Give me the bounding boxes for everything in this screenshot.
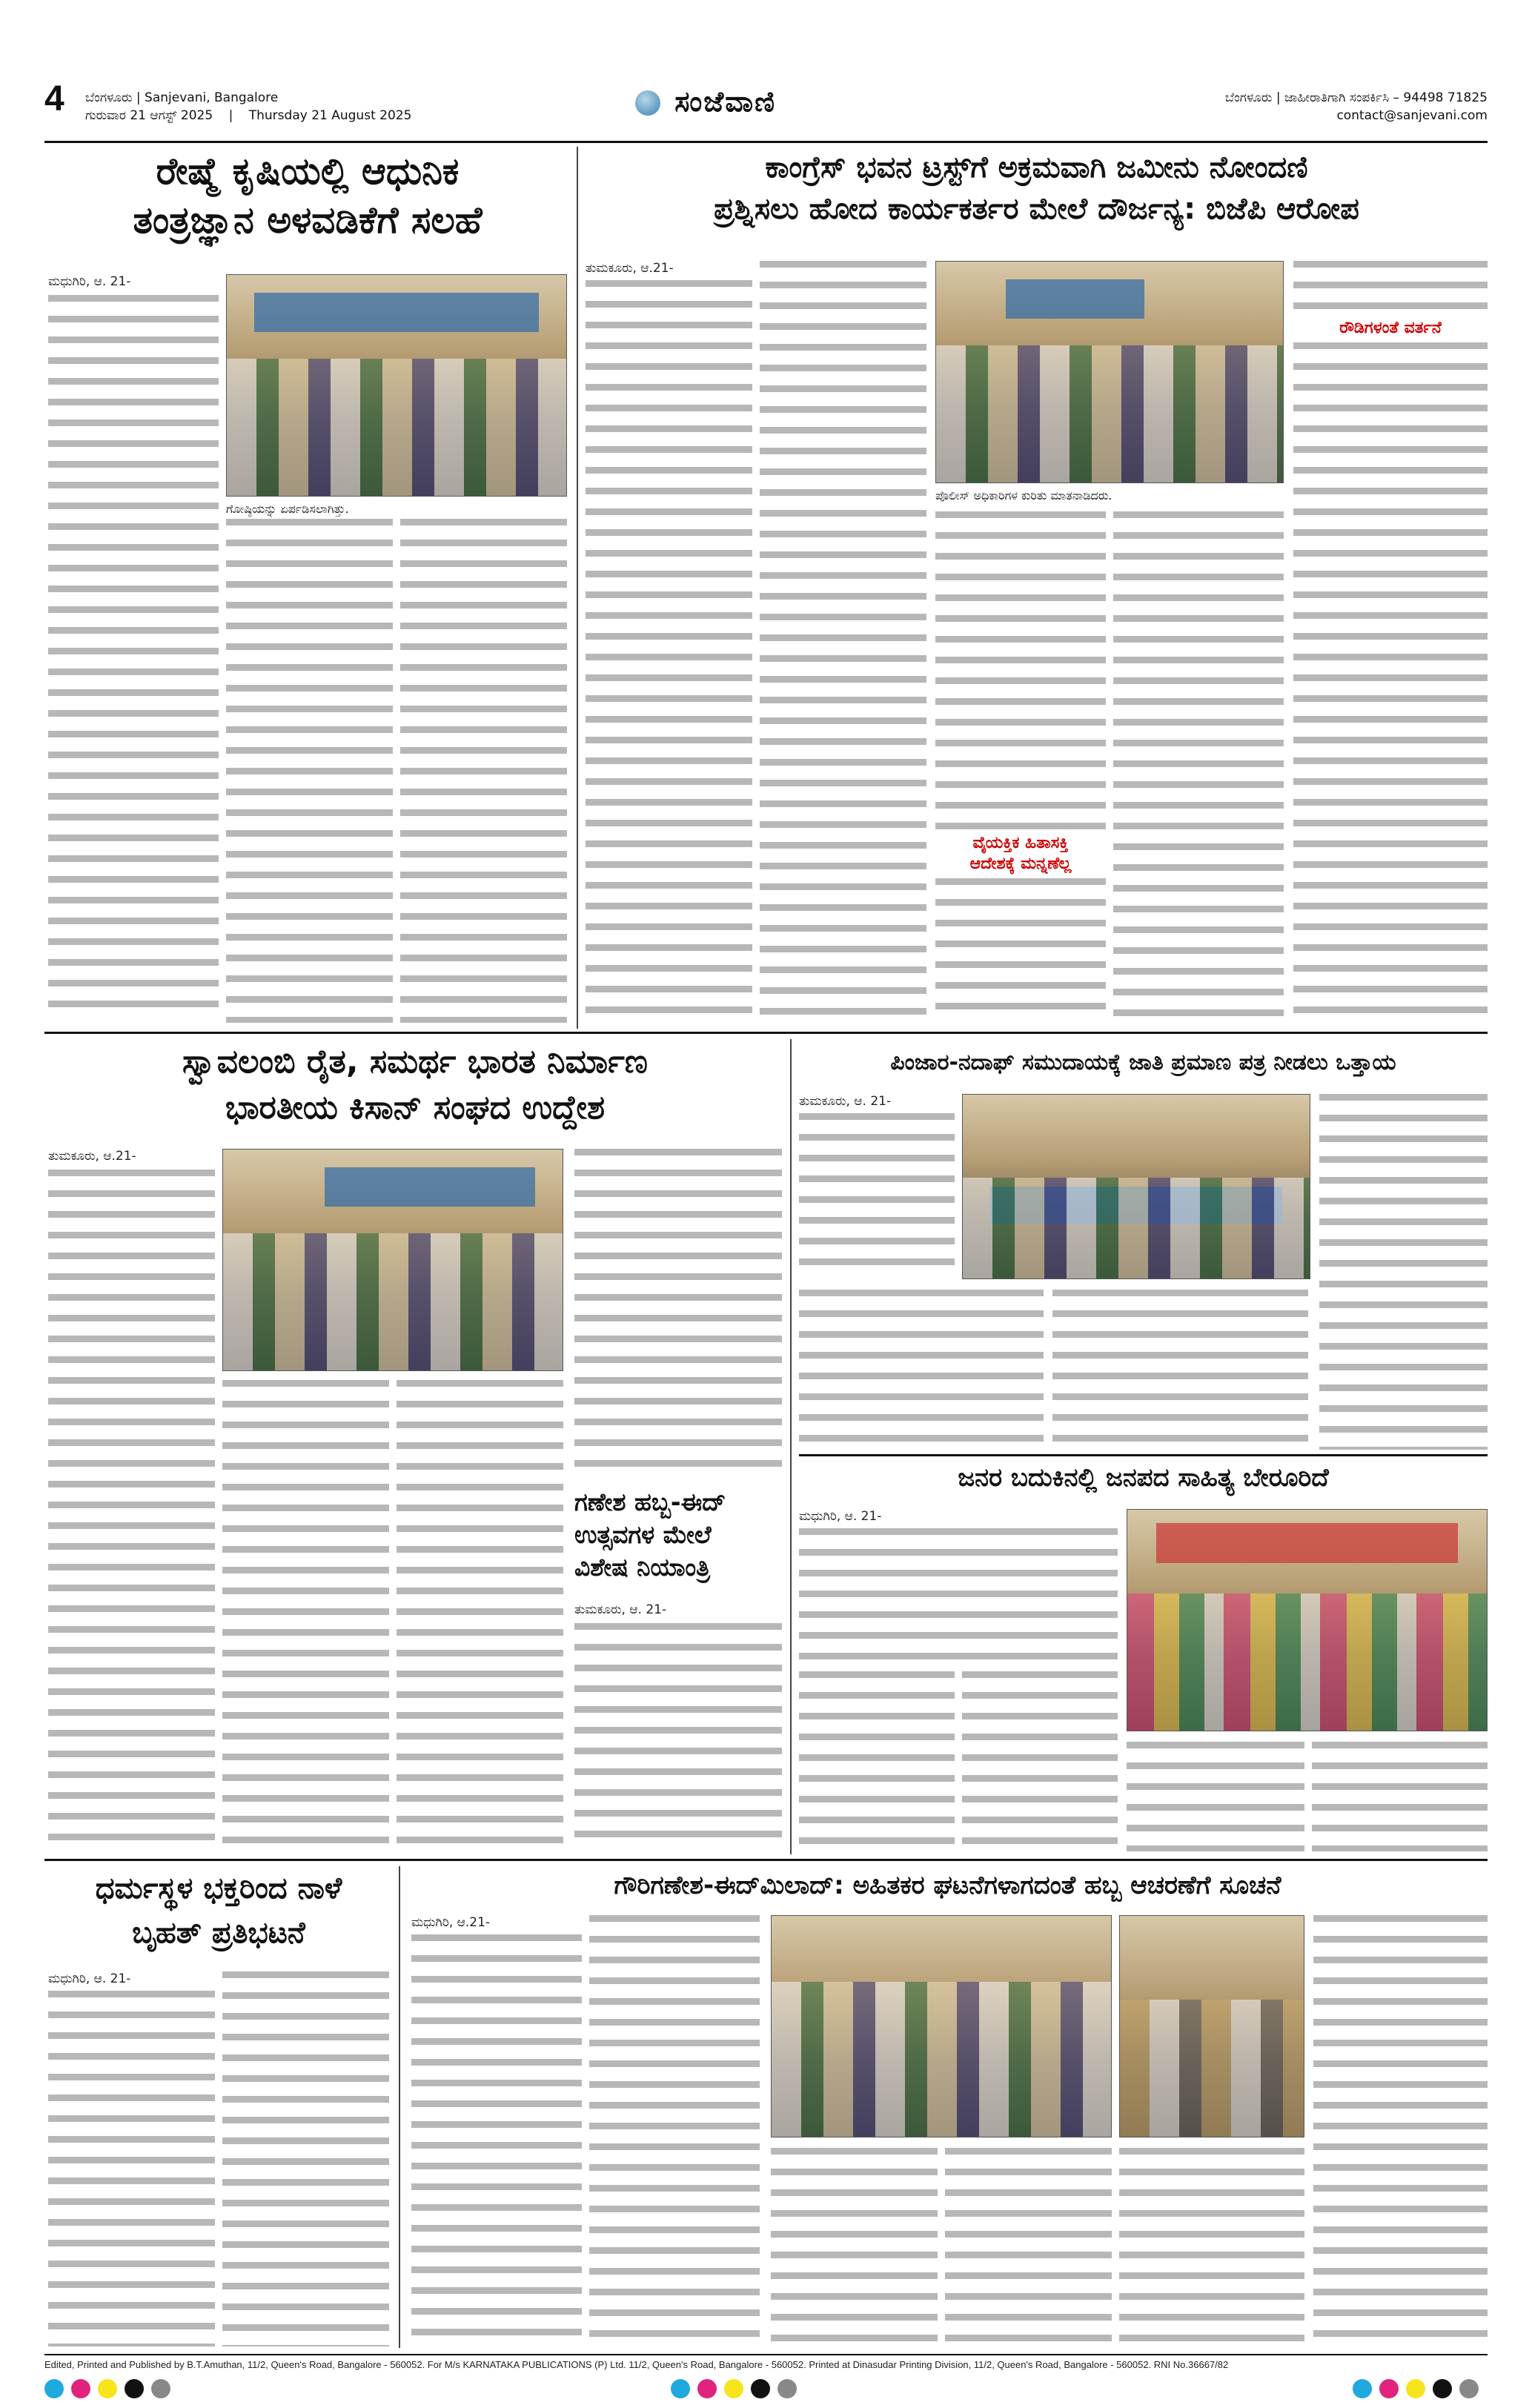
ad-contact-label: ಬೆಂಗಳೂರು | ಜಾಹೀರಾತಿಗಾಗಿ ಸಂಪರ್ಕಿಸಿ	[1224, 90, 1390, 105]
pinjara-headline-block	[799, 1047, 1488, 1091]
pinjara-body-col3	[1052, 1290, 1308, 1449]
registration-marks-center	[671, 2379, 797, 2398]
city-label: ಬೆಂಗಳೂರು	[85, 90, 133, 105]
dharmasthala-dateline: ಮಧುಗಿರಿ, ಆ. 21-	[48, 1971, 131, 1986]
gowri-dateline: ಮಧುಗಿರಿ, ಆ.21-	[411, 1915, 491, 1930]
registration-marks-right	[1353, 2379, 1479, 2398]
yellow-dot-icon	[724, 2379, 743, 2398]
section-rule	[44, 1859, 1488, 1861]
gowri-body-col2	[589, 1915, 760, 2346]
janapada-event-photo	[1127, 1509, 1488, 1731]
silk-headline-line1: ರೇಷ್ಮೆ ಕೃಷಿಯಲ್ಲಿ ಆಧುನಿಕ	[156, 150, 460, 193]
kisan-body-col2	[222, 1380, 389, 1851]
congress-subhead-personal: ವೈಯಕ್ತಿಕ ಹಿತಾಸಕ್ತಿ	[972, 834, 1069, 852]
kisan-headline-line2: ಭಾರತೀಯ ಕಿಸಾನ್ ಸಂಘದ ಉದ್ದೇಶ	[225, 1089, 606, 1127]
congress-headline-line1: ಕಾಂಗ್ರೆಸ್ ಭವನ ಟ್ರಸ್ಟ್‌ಗೆ ಅಕ್ರಮವಾಗಿ ಜಮೀನು ನೋಂದಣಿ	[765, 150, 1308, 185]
kisan-meeting-photo	[222, 1149, 563, 1371]
congress-body-col4	[1113, 511, 1284, 1021]
kisan-headline-block	[44, 1039, 786, 1143]
grey-dot-icon	[151, 2379, 170, 2398]
masthead-right: ಬೆಂಗಳೂರು | ಜಾಹೀರಾತಿಗಾಗಿ ಸಂಪರ್ಕಿಸಿ – 94498 71825 contact@sanjevani.com	[1224, 90, 1488, 123]
gowri-headline: ಗೌರಿಗಣೇಶ-ಈದ್‌ಮಿಲಾದ್: ಅಹಿತಕರ ಘಟನೆಗಳಾಗದಂತೆ ಹಬ್ಬ ಆಚರಣೆಗೆ ಸೂಚನೆ	[614, 1871, 1281, 1900]
janapada-body-col2	[962, 1671, 1118, 1851]
congress-body-col3b	[935, 878, 1106, 1019]
brand-name: ಸಂಜೆವಾಣಿ	[674, 84, 777, 118]
silk-headline-block	[44, 147, 571, 265]
registration-marks-left	[44, 2379, 170, 2398]
ganesha-orders-headline-line3: ವಿಶೇಷ ನಿಯಾಂತ್ರಿ	[574, 1553, 710, 1582]
gowri-body-col6	[1313, 1915, 1488, 2346]
yellow-dot-icon	[98, 2379, 117, 2398]
congress-body-col1	[586, 280, 752, 1021]
janapada-body-col4	[1312, 1742, 1488, 1851]
globe-icon	[635, 90, 660, 116]
grey-dot-icon	[777, 2379, 797, 2398]
janapada-headline: ಜನರ ಬದುಕಿನಲ್ಲಿ ಜನಪದ ಸಾಹಿತ್ಯ ಬೇರೂರಿದೆ	[958, 1463, 1329, 1493]
black-dot-icon	[751, 2379, 770, 2398]
cyan-dot-icon	[44, 2379, 64, 2398]
dharmasthala-headline-line2: ಬೃಹತ್ ಪ್ರತಿಭಟನೆ	[132, 1916, 305, 1950]
congress-subhead-order: ಆದೇಶಕ್ಕೆ ಮನ್ನಣೆಲ್ಲ	[969, 855, 1072, 873]
janapada-headline-block	[799, 1462, 1488, 1506]
congress-press-meet-photo	[935, 261, 1284, 483]
masthead-left: ಬೆಂಗಳೂರು | Sanjevani, Bangalore ಗುರುವಾರ 21 ಆಗಸ್ಟ್ 2025 | Thursday 21 August 2025	[85, 90, 412, 123]
gowri-officials-photo	[1119, 1915, 1304, 2137]
congress-headline-block	[586, 147, 1488, 258]
magenta-dot-icon	[1379, 2379, 1399, 2398]
kisan-dateline: ತುಮಕೂರು, ಆ.21-	[48, 1149, 136, 1164]
ganesha-orders-body	[574, 1623, 782, 1851]
dharmasthala-headline-block	[44, 1866, 393, 1963]
pinjara-protest-photo	[962, 1094, 1310, 1279]
edition-label: Sanjevani, Bangalore	[145, 90, 279, 105]
masthead	[44, 79, 1488, 142]
masthead-rule	[44, 141, 1488, 143]
pinjara-body-col1	[799, 1113, 955, 1269]
congress-body-col3	[935, 511, 1106, 830]
section-rule	[799, 1454, 1488, 1456]
pinjara-dateline: ತುಮಕೂರು, ಆ. 21-	[799, 1094, 892, 1109]
janapada-body-col3	[1127, 1742, 1304, 1851]
pinjara-headline: ಪಿಂಜಾರ-ನದಾಫ್ ಸಮುದಾಯಕ್ಕೆ ಜಾತಿ ಪ್ರಮಾಣ ಪತ್ರ ನೀಡಲು ಒತ್ತಾಯ	[890, 1049, 1396, 1075]
magenta-dot-icon	[71, 2379, 90, 2398]
kisan-body-col4	[574, 1149, 782, 1479]
janapada-body-col1	[799, 1671, 955, 1851]
ad-phone: 94498 71825	[1403, 90, 1488, 105]
gowri-headline-block	[408, 1869, 1488, 1911]
ganesha-orders-headline-line2: ಉತ್ಸವಗಳ ಮೇಲೆ	[574, 1520, 712, 1549]
column-divider	[399, 1866, 400, 2348]
janapada-body-lead	[799, 1528, 1118, 1662]
congress-subhead-rowdy: ರೌಡಿಗಳಂತೆ ವರ್ತನೆ	[1339, 319, 1442, 337]
kisan-headline-line1: ಸ್ವಾವಲಂಬಿ ರೈತ, ಸಮರ್ಥ ಭಾರತ ನಿರ್ಮಾಣ	[182, 1043, 648, 1081]
congress-body-col5a	[1293, 261, 1488, 313]
ganesha-orders-headline-block	[574, 1486, 782, 1597]
grey-dot-icon	[1459, 2379, 1479, 2398]
congress-photo-caption: ಪೊಲೀಸ್ ಅಧಿಕಾರಿಗಳ ಕುರಿತು ಮಾತನಾಡಿದರು.	[935, 488, 1112, 503]
silk-body-col2	[226, 519, 393, 1023]
congress-headline-line2: ಪ್ರಶ್ನಿಸಲು ಹೋದ ಕಾರ್ಯಕರ್ತರ ಮೇಲೆ ದೌರ್ಜನ್ಯ: ಬಿಜೆಪಿ ಆರೋಪ	[714, 192, 1359, 226]
pinjara-body-col4	[1319, 1094, 1488, 1450]
contact-email: contact@sanjevani.com	[1336, 108, 1488, 123]
gowri-body-col1	[411, 1934, 582, 2346]
gowri-body-col3	[771, 2148, 938, 2346]
ganesha-orders-headline-line1: ಗಣೇಶ ಹಬ್ಬ-ಈದ್	[574, 1487, 726, 1516]
gowri-body-col5	[1119, 2148, 1304, 2346]
congress-body-col5b	[1293, 342, 1488, 1021]
cyan-dot-icon	[671, 2379, 690, 2398]
congress-dateline: ತುಮಕೂರು, ಆ.21-	[586, 261, 674, 276]
section-rule	[44, 1032, 1488, 1034]
yellow-dot-icon	[1406, 2379, 1425, 2398]
date-english: Thursday 21 August 2025	[248, 108, 412, 123]
dharmasthala-body-col2	[222, 1971, 389, 2346]
ganesha-orders-dateline: ತುಮಕೂರು, ಆ. 21-	[574, 1602, 667, 1617]
gowri-body-col4	[945, 2148, 1112, 2346]
black-dot-icon	[125, 2379, 144, 2398]
dharmasthala-body-col1	[48, 1991, 215, 2346]
congress-body-col2	[760, 261, 926, 1021]
column-divider	[790, 1039, 792, 1854]
black-dot-icon	[1433, 2379, 1452, 2398]
silk-headline-line2: ತಂತ್ರಜ್ಞಾನ ಅಳವಡಿಕೆಗೆ ಸಲಹೆ	[133, 199, 483, 242]
column-divider	[577, 147, 578, 1029]
magenta-dot-icon	[697, 2379, 717, 2398]
kisan-body-col3	[397, 1380, 563, 1851]
footer-rule	[44, 2354, 1488, 2355]
silk-body-col1	[48, 295, 219, 1021]
date-kannada: ಗುರುವಾರ 21 ಆಗಸ್ಟ್ 2025	[85, 108, 213, 123]
dharmasthala-headline-line1: ಧರ್ಮಸ್ಥಳ ಭಕ್ತರಿಂದ ನಾಳೆ	[95, 1871, 342, 1905]
janapada-dateline: ಮಧುಗಿರಿ, ಆ. 21-	[799, 1509, 882, 1524]
silk-dateline: ಮಧುಗಿರಿ, ಆ. 21-	[48, 274, 131, 289]
kisan-body-col1	[48, 1170, 215, 1851]
silk-body-col3	[400, 519, 567, 1023]
newspaper-logo	[578, 84, 830, 119]
silk-photo-caption: ಗೋಷ್ಠಿಯನ್ನು ಏರ್ಪಡಿಸಲಾಗಿತ್ತು.	[226, 502, 349, 516]
silk-meeting-photo	[226, 274, 567, 497]
cyan-dot-icon	[1353, 2379, 1372, 2398]
gowri-meeting-photo	[771, 1915, 1112, 2137]
pinjara-body-col2	[799, 1290, 1044, 1449]
page-number: 4	[44, 79, 64, 119]
imprint-line: Edited, Printed and Published by B.T.Amuthan, 11/2, Queen's Road, Bangalore - 560052. For M/s KARNATAKA PUBLICATIONS (P) Ltd. 11/2, Queen's Road, Bangalore - 560052. Printed at Dinasudar Printing Division, 11/2, Queen's Road, Bangalore - 560052. RNI No.36667/82	[44, 2359, 1229, 2370]
